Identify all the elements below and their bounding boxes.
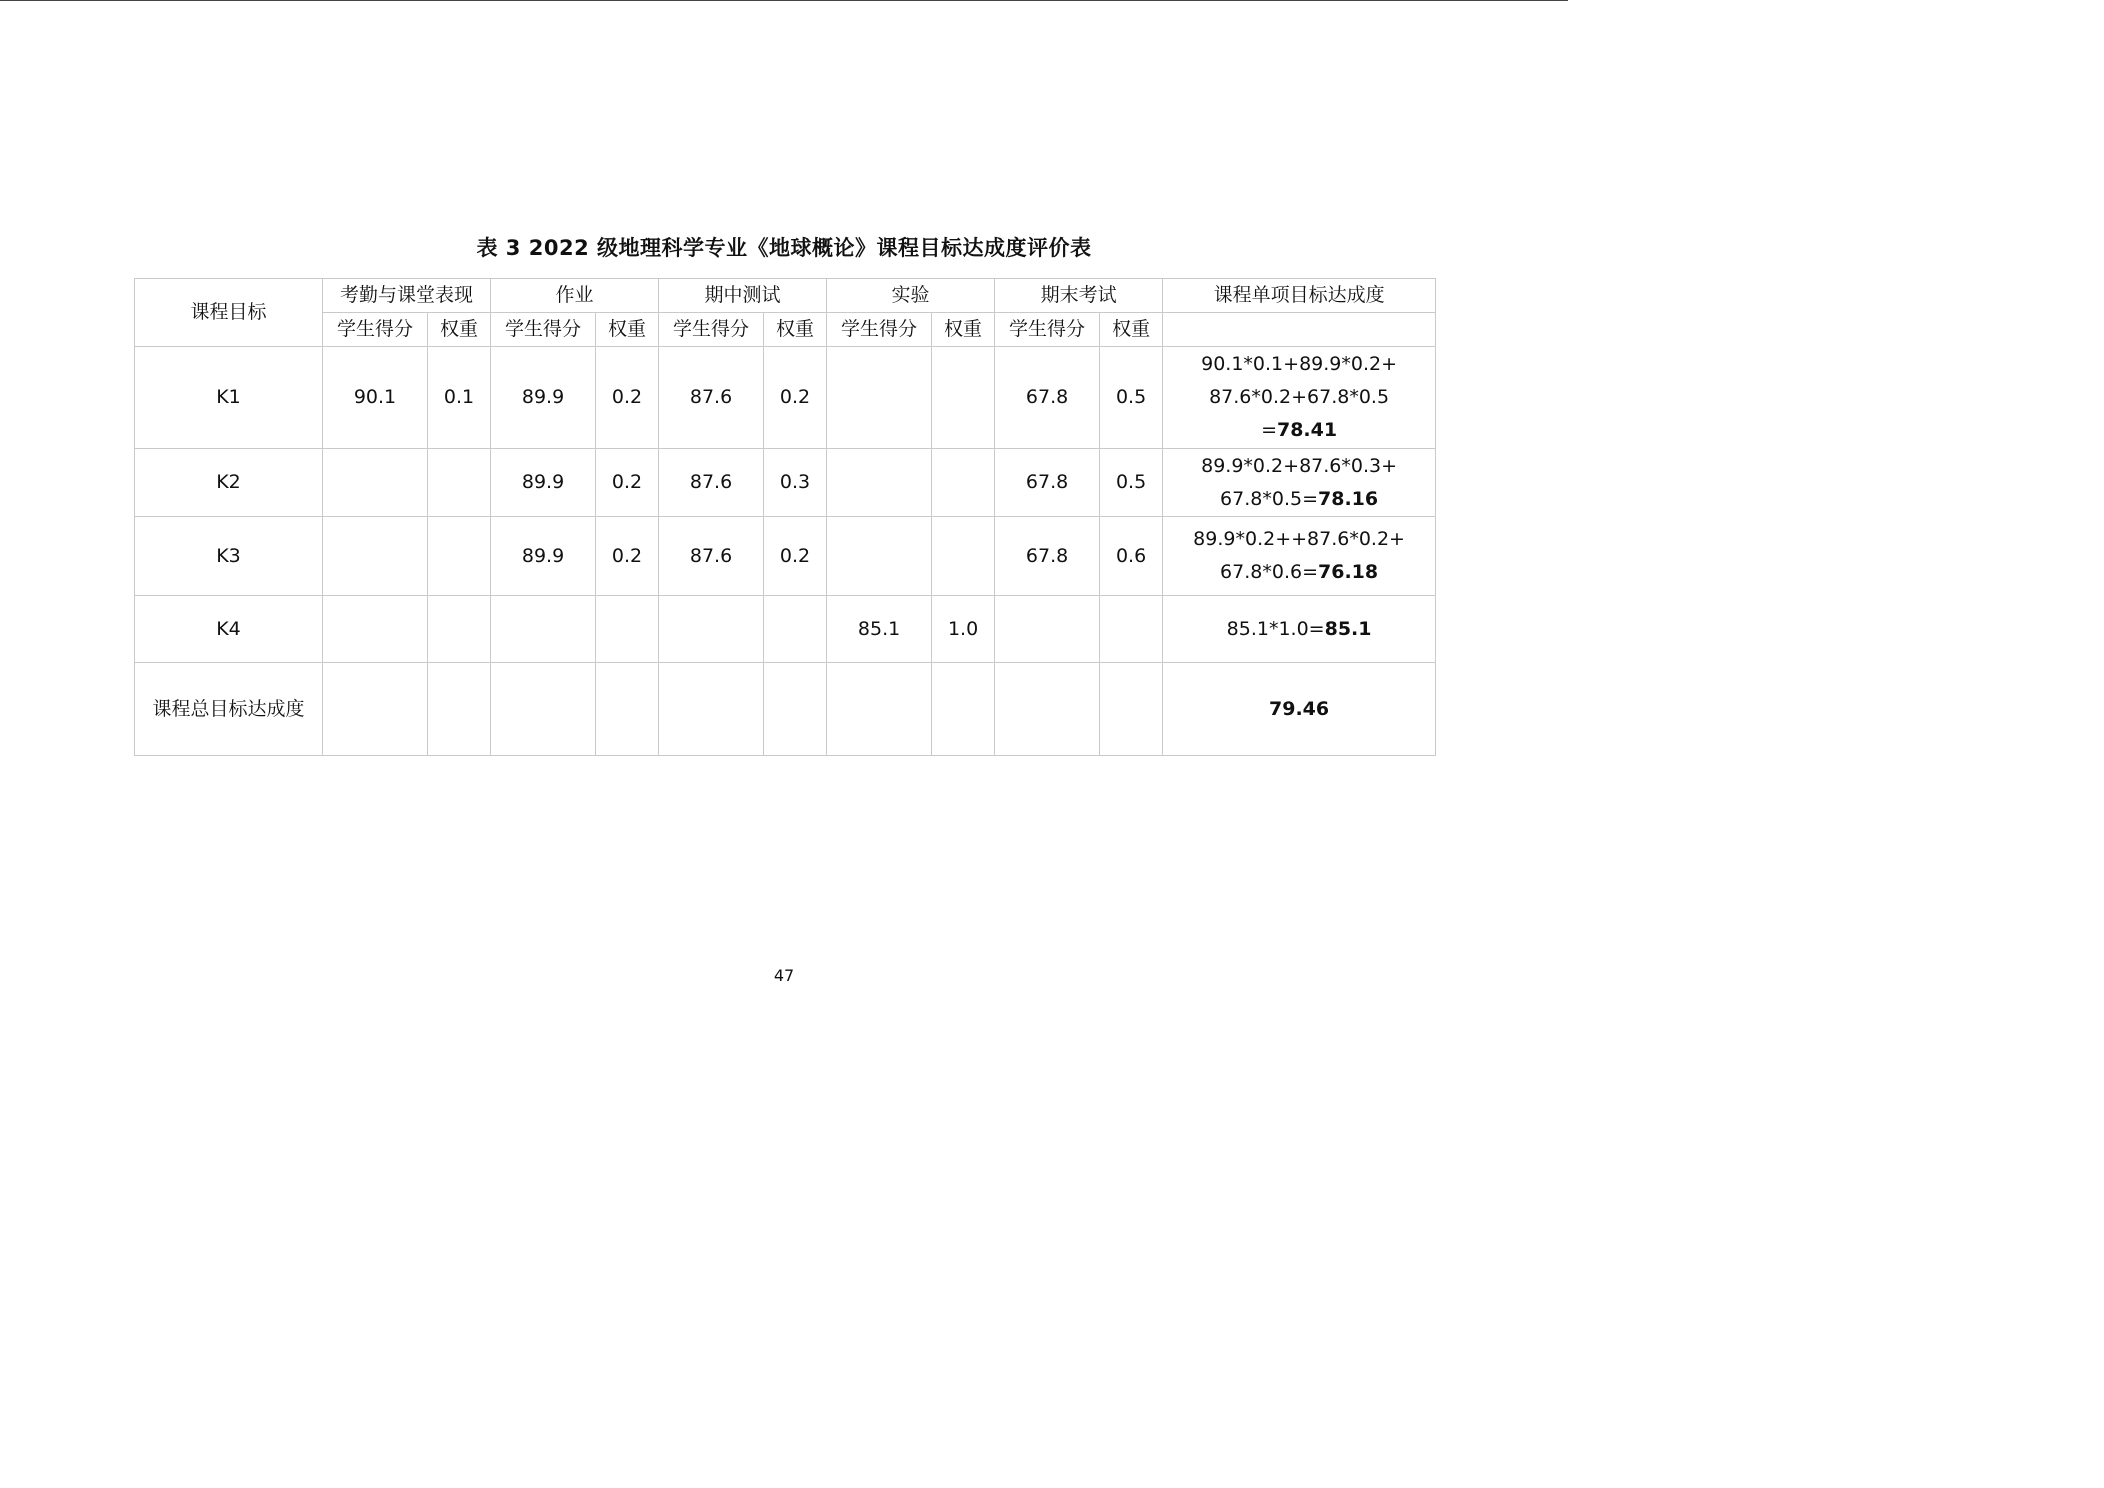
header-weight: 权重	[596, 313, 659, 347]
weight-cell: 0.3	[764, 449, 827, 517]
score-cell: 90.1	[323, 347, 428, 449]
header-goal: 课程目标	[135, 279, 323, 347]
header-score: 学生得分	[827, 313, 932, 347]
empty-cell	[323, 663, 428, 756]
empty-cell	[428, 663, 491, 756]
header-score: 学生得分	[995, 313, 1100, 347]
header-weight: 权重	[764, 313, 827, 347]
weight-cell	[428, 517, 491, 596]
header-weight: 权重	[1100, 313, 1163, 347]
formula-line: 67.8*0.6=	[1220, 561, 1318, 583]
weight-cell	[596, 596, 659, 663]
weight-cell: 0.2	[596, 347, 659, 449]
score-cell: 67.8	[995, 517, 1100, 596]
header-score: 学生得分	[659, 313, 764, 347]
empty-cell	[659, 663, 764, 756]
score-cell	[827, 449, 932, 517]
header-weight: 权重	[932, 313, 995, 347]
result-value: 85.1	[1324, 617, 1372, 640]
empty-cell	[596, 663, 659, 756]
weight-cell: 0.2	[764, 347, 827, 449]
weight-cell: 0.6	[1100, 517, 1163, 596]
score-cell	[491, 596, 596, 663]
weight-cell: 0.1	[428, 347, 491, 449]
header-category: 期中测试	[659, 279, 827, 313]
goal-cell: K2	[135, 449, 323, 517]
empty-cell	[995, 663, 1100, 756]
header-score: 学生得分	[323, 313, 428, 347]
header-row-2	[135, 313, 1436, 347]
score-cell	[323, 596, 428, 663]
weight-cell	[764, 596, 827, 663]
formula-line: 89.9*0.2+87.6*0.3+	[1201, 454, 1398, 477]
score-cell: 67.8	[995, 449, 1100, 517]
score-cell	[323, 517, 428, 596]
weight-cell	[932, 517, 995, 596]
header-result: 课程单项目标达成度	[1163, 279, 1436, 313]
score-cell	[827, 517, 932, 596]
weight-cell: 0.2	[764, 517, 827, 596]
weight-cell: 0.2	[596, 517, 659, 596]
table-row	[135, 347, 1436, 449]
table-row	[135, 449, 1436, 517]
formula-line: 85.1*1.0=	[1226, 617, 1325, 640]
header-result-blank	[1163, 313, 1436, 347]
top-rule	[0, 0, 1568, 1]
goal-cell: K1	[135, 347, 323, 449]
total-value: 79.46	[1163, 663, 1436, 756]
empty-cell	[1100, 663, 1163, 756]
result-value: 78.16	[1318, 487, 1379, 510]
header-category: 作业	[491, 279, 659, 313]
formula-line: 90.1*0.1+89.9*0.2+	[1201, 353, 1398, 375]
header-row-1	[135, 279, 1436, 313]
score-cell	[323, 449, 428, 517]
goal-cell: K3	[135, 517, 323, 596]
score-cell: 87.6	[659, 347, 764, 449]
result-value: 76.18	[1318, 561, 1379, 583]
score-cell: 87.6	[659, 449, 764, 517]
header-weight: 权重	[428, 313, 491, 347]
score-cell	[995, 596, 1100, 663]
result-cell	[1163, 347, 1436, 449]
page-number: 47	[773, 966, 795, 985]
score-cell: 89.9	[491, 517, 596, 596]
weight-cell	[932, 449, 995, 517]
weight-cell: 0.5	[1100, 347, 1163, 449]
weight-cell: 0.2	[596, 449, 659, 517]
empty-cell	[764, 663, 827, 756]
table-row	[135, 596, 1436, 663]
score-cell	[827, 347, 932, 449]
evaluation-table	[134, 278, 1436, 756]
formula-line: 89.9*0.2++87.6*0.2+	[1193, 528, 1405, 550]
empty-cell	[827, 663, 932, 756]
weight-cell: 0.5	[1100, 449, 1163, 517]
result-cell	[1163, 596, 1436, 663]
weight-cell	[932, 347, 995, 449]
weight-cell	[428, 449, 491, 517]
weight-cell: 1.0	[932, 596, 995, 663]
result-value: 78.41	[1276, 419, 1338, 441]
score-cell: 89.9	[491, 347, 596, 449]
header-score: 学生得分	[491, 313, 596, 347]
score-cell: 67.8	[995, 347, 1100, 449]
score-cell	[659, 596, 764, 663]
empty-cell	[932, 663, 995, 756]
formula-line: 67.8*0.5=	[1220, 487, 1318, 510]
score-cell: 89.9	[491, 449, 596, 517]
total-label: 课程总目标达成度	[135, 663, 323, 756]
header-category: 实验	[827, 279, 995, 313]
weight-cell	[428, 596, 491, 663]
goal-cell: K4	[135, 596, 323, 663]
header-category: 期末考试	[995, 279, 1163, 313]
formula-line: =	[1261, 419, 1277, 441]
result-cell	[1163, 517, 1436, 596]
result-cell	[1163, 449, 1436, 517]
formula-line: 87.6*0.2+67.8*0.5	[1209, 386, 1390, 408]
header-category: 考勤与课堂表现	[323, 279, 491, 313]
table-title: 表 3 2022 级地理科学专业《地球概论》课程目标达成度评价表	[476, 236, 1092, 260]
weight-cell	[1100, 596, 1163, 663]
empty-cell	[491, 663, 596, 756]
total-row	[135, 663, 1436, 756]
score-cell: 87.6	[659, 517, 764, 596]
table-row	[135, 517, 1436, 596]
score-cell: 85.1	[827, 596, 932, 663]
